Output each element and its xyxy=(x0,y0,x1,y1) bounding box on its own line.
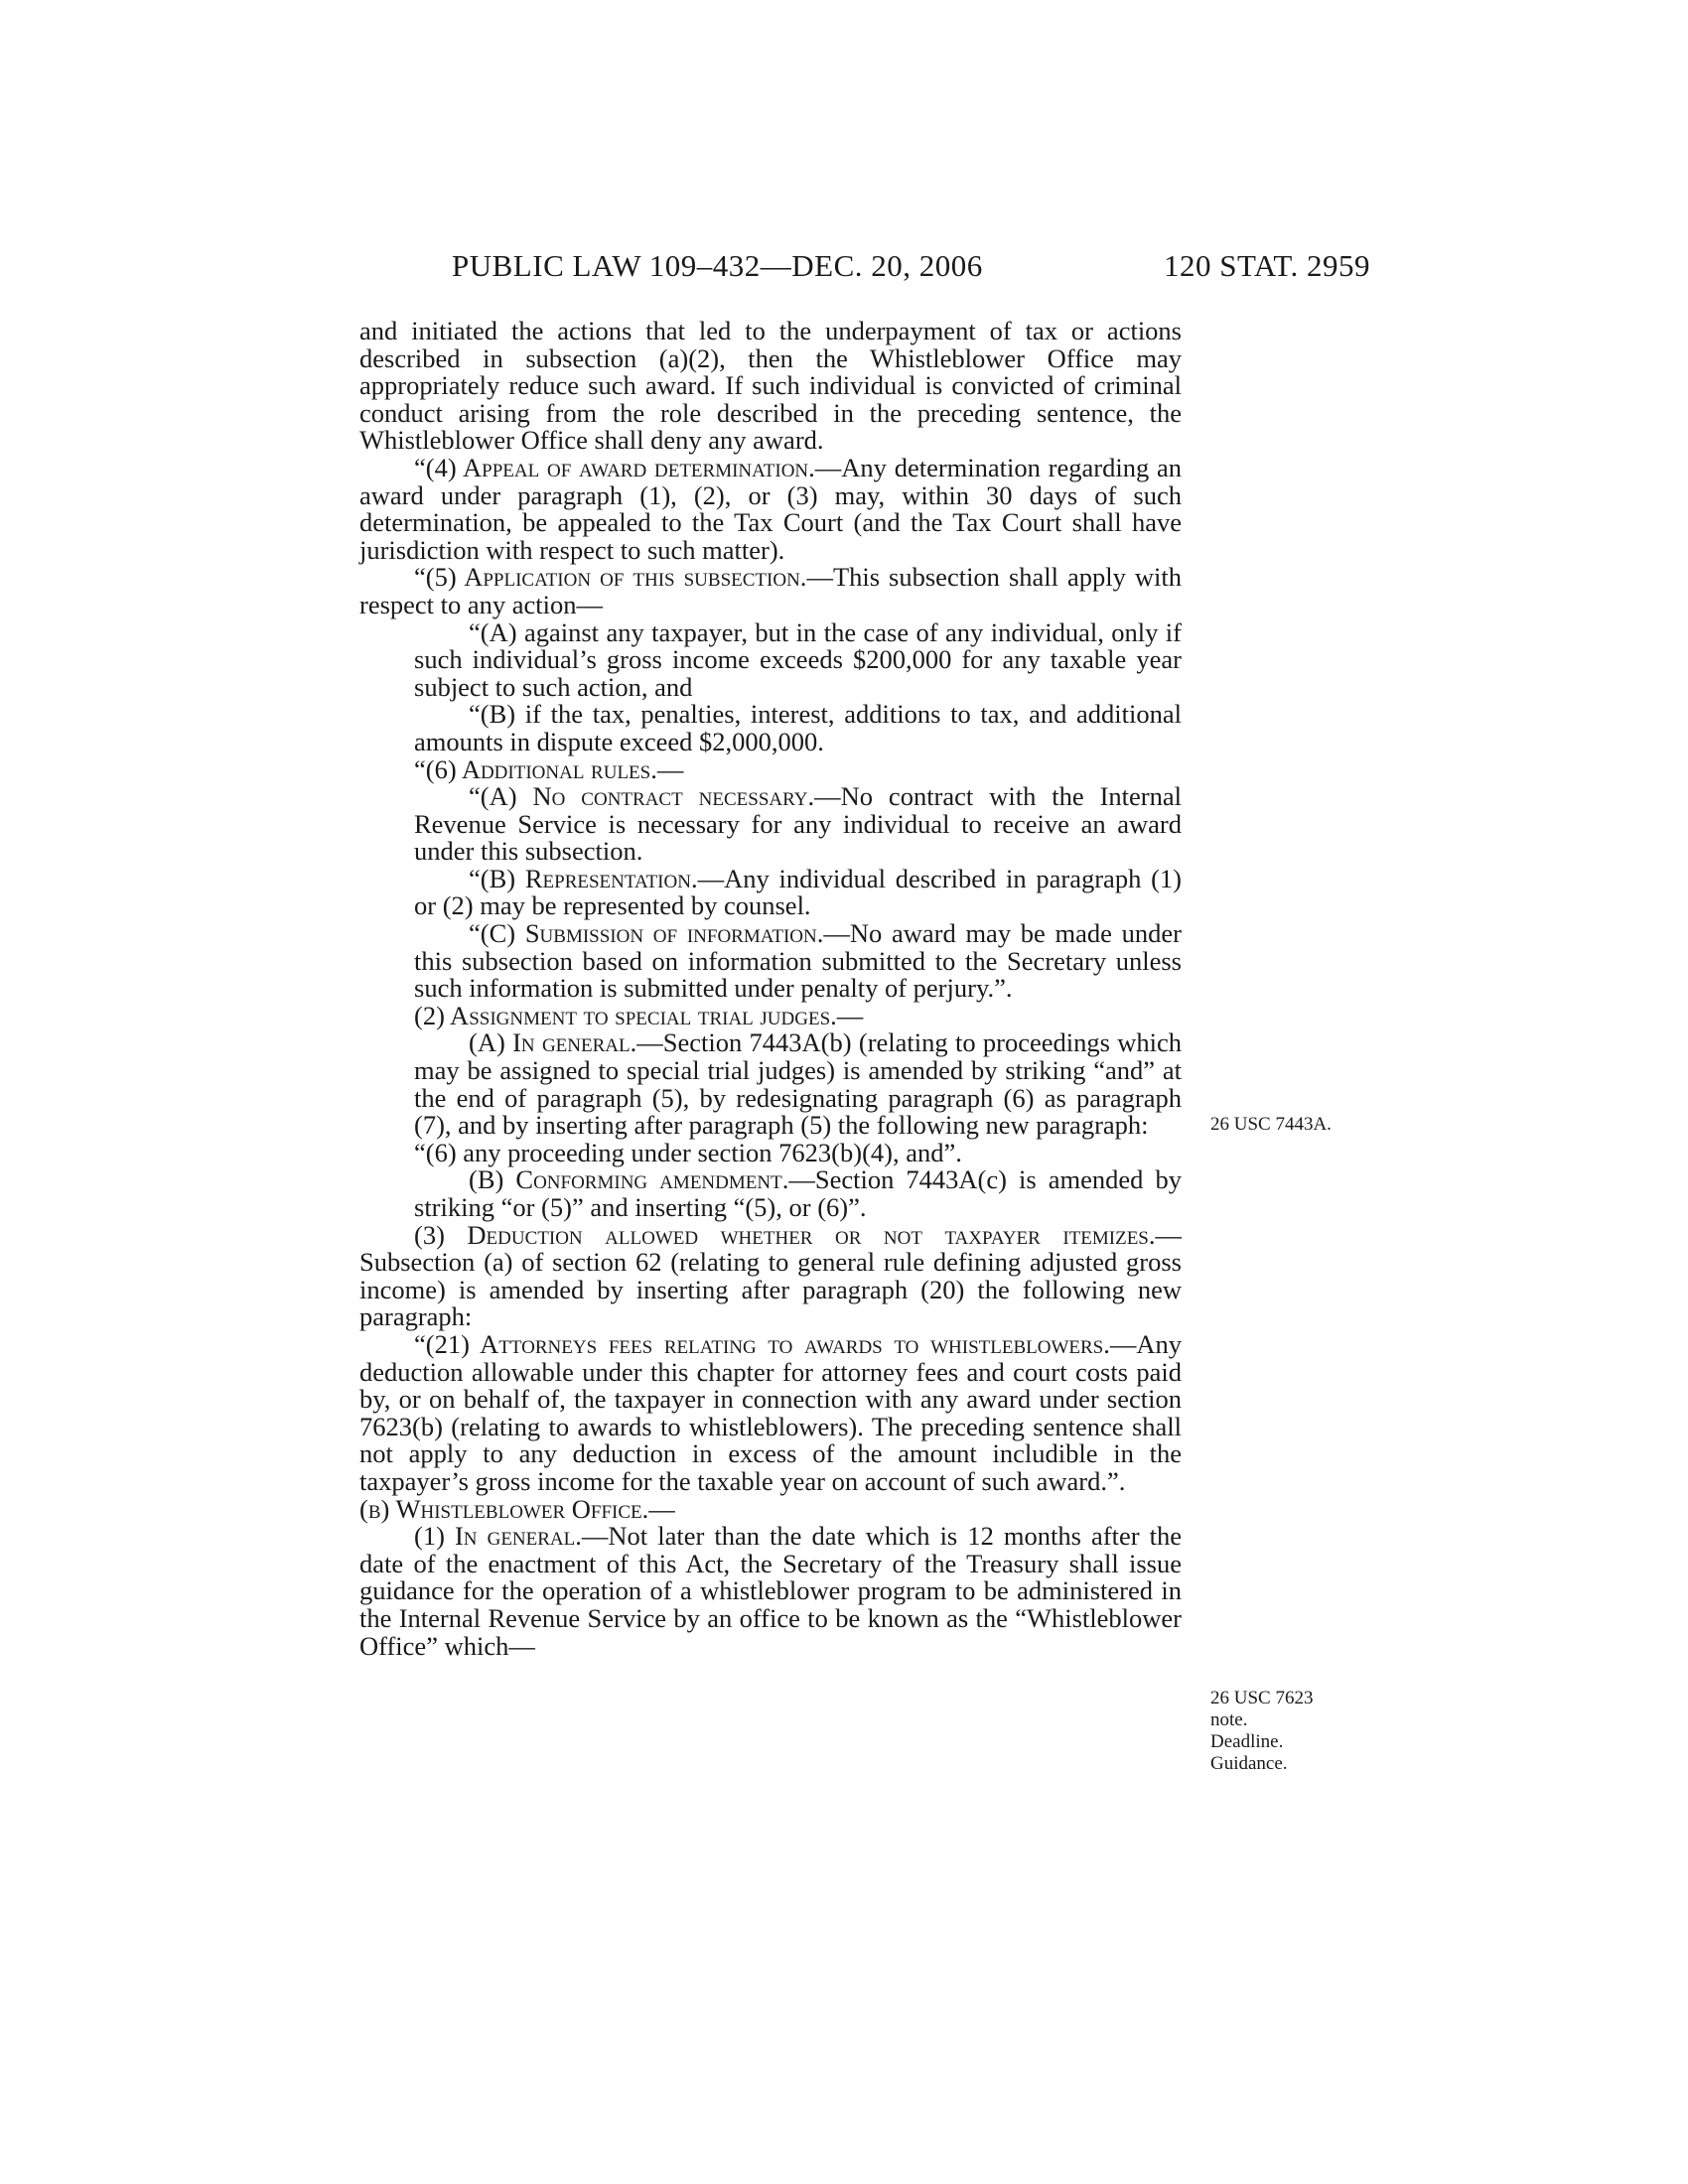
margin-note-text: 26 USC 7623 xyxy=(1210,1688,1314,1708)
paragraph: (1) In general.—Not later than the date which is 12 months after the date of the enactment of this Act, the Secretary of the Treasury shall issue guidance for the operation of a whistleblower program to be administered in the Internal Revenue Service by an office to be known as the “Whistleblower Office” which— xyxy=(359,1521,1182,1661)
paragraph: (A) In general.—Section 7443A(b) (relating to proceedings which may be assigned to special trial judges) is amended by striking “and” at the end of paragraph (5), by redesignating paragraph (6) as paragraph (7), and by inserting after paragraph (5) the following new paragraph: xyxy=(414,1027,1182,1141)
paragraph: “(A) No contract necessary.—No contract with the Internal Revenue Service is necessary for any individual to receive an award under this subsection. xyxy=(414,781,1183,867)
margin-note-text: 26 USC 7443A. xyxy=(1210,1114,1332,1135)
main-text xyxy=(359,318,1182,1660)
paragraph: “(6) Additional rules.— xyxy=(414,753,684,784)
margin-note-usc-7623 xyxy=(1210,1688,1359,1775)
paragraph: “(B) Representation.—Any individual described in paragraph (1) or (2) may be represented by counsel. xyxy=(414,863,1182,921)
header-law-citation: PUBLIC LAW 109–432—DEC. 20, 2006 xyxy=(452,248,983,283)
paragraph: (3) Deduction allowed whether or not taxpayer itemizes.—Subsection (a) of section 62 (relating to general rule defining adjusted gross income) is amended by inserting after paragraph (20) the following new paragraph: xyxy=(359,1219,1182,1332)
paragraph: “(A) against any taxpayer, but in the case of any individual, only if such individual’s gross income exceeds $200,000 for any taxable year subject to such action, and xyxy=(414,616,1182,702)
paragraph: and initiated the actions that led to the underpayment of tax or actions described in subsection (a)(2), then the Whistleblower Office may appropriately reduce such award. If such individual is convicted of criminal conduct arising from the role described in the preceding sentence, the Whistleblower Office shall deny any award. xyxy=(359,316,1182,456)
margin-note-text: Deadline. xyxy=(1210,1731,1284,1752)
paragraph: (b) Whistleblower Office.— xyxy=(359,1493,675,1524)
paragraph: (B) Conforming amendment.—Section 7443A(c) is amended by striking “or (5)” and inserting “(5), or (6)”. xyxy=(414,1164,1182,1222)
header-page-number: 120 STAT. 2959 xyxy=(1163,248,1370,283)
page-header xyxy=(452,248,1370,288)
paragraph: “(B) if the tax, penalties, interest, additions to tax, and additional amounts in dispute exceed $2,000,000. xyxy=(414,699,1182,756)
paragraph: “(5) Application of this subsection.—This subsection shall apply with respect to any action— xyxy=(359,562,1183,619)
paragraph: “(C) Submission of information.—No award may be made under this subsection based on information submitted to the Secretary unless such information is submitted under penalty of perjury.”. xyxy=(414,918,1183,1004)
paragraph: “(6) any proceeding under section 7623(b)(4), and”. xyxy=(414,1137,962,1167)
paragraph: “(4) Appeal of award determination.—Any determination regarding an award under paragraph (1), (2), or (3) may, within 30 days of such determination, be appealed to the Tax Court (and the Tax Court shall have jurisdiction with respect to such matter). xyxy=(359,452,1182,565)
margin-note-text: Guidance. xyxy=(1210,1753,1288,1774)
margin-note-text: note. xyxy=(1210,1709,1248,1730)
paragraph: (2) Assignment to special trial judges.— xyxy=(414,1000,864,1030)
paragraph: “(21) Attorneys fees relating to awards to whistleblowers.—Any deduction allowable under this chapter for attorney fees and court costs paid by, or on behalf of, the taxpayer in connection with any award under section 7623(b) (relating to awards to whistleblowers). The preceding sentence shall not apply to any deduction in excess of the amount includible in the taxpayer’s gross income for the taxable year on account of such award.”. xyxy=(359,1328,1182,1496)
margin-note-usc-7443a xyxy=(1210,1114,1359,1136)
